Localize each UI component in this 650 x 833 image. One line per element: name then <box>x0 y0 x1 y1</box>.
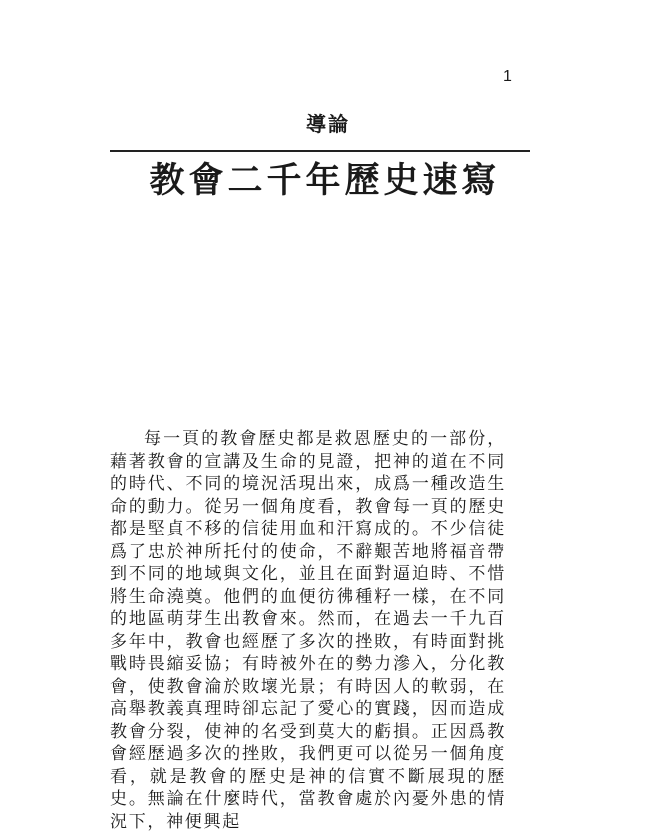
chapter-title: 教會二千年歷史速寫 <box>149 160 501 201</box>
page-number: 1 <box>503 68 512 85</box>
body-text <box>110 428 506 833</box>
paragraph: 每一頁的教會歷史都是救恩歷史的一部份，藉著教會的宣講及生命的見證，把神的道在不同的時代、不同的境況活現出來，成爲一種改造生命的動力。從另一個角度看，教會每一頁的歷史都是堅貞不移的信徒用血和汗寫成的。不少信徒爲了忠於神所托付的使命，不辭艱苦地將福音帶到不同的地域與文化，並且在面對逼迫時、不惜將生命澆奠。他們的血便彷彿種籽一樣，在不同的地區萌芽生出教會來。然而，在過去一千九百多年中，教會也經歷了多次的挫敗，有時面對挑戰時畏縮妥協；有時被外在的勢力滲入，分化教會，使教會淪於敗壞光景；有時因人的軟弱，在高舉教義真理時卻忘記了愛心的實踐，因而造成教會分裂，使神的名受到莫大的虧損。正因爲教會經歷過多次的挫敗，我們更可以從另一個角度看，就是教會的歷史是神的信實不斷展現的歷史。無論在什麼時代，當教會處於內憂外患的情況下，神便興起 <box>110 429 506 832</box>
heading-rule <box>110 150 530 152</box>
section-label: 導論 <box>306 112 350 136</box>
